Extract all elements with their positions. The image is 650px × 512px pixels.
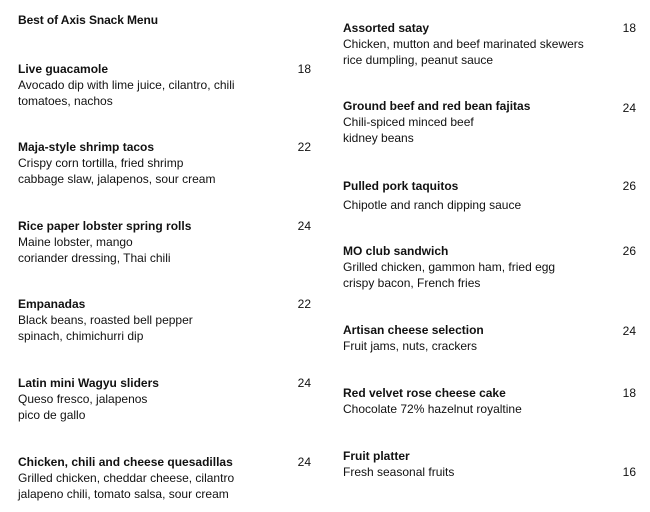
menu-item-desc: Fresh seasonal fruits: [343, 465, 455, 479]
menu-item-taquitos: [343, 178, 613, 213]
menu-item-name: Red velvet rose cheese cake: [343, 386, 506, 400]
menu-item-fajitas: [343, 98, 613, 146]
menu-item-desc: Avocado dip with lime juice, cilantro, chili: [18, 78, 235, 92]
menu-item-price: 18: [622, 21, 636, 35]
menu-item-name: Live guacamole: [18, 62, 109, 76]
menu-item-desc: Queso fresco, jalapenos: [18, 392, 148, 406]
menu-item-desc: Black beans, roasted bell pepper: [18, 313, 193, 327]
menu-item-desc: pico de gallo: [18, 408, 86, 422]
menu-item-live-guacamole: [18, 61, 288, 109]
menu-item-wagyu-sliders: [18, 375, 288, 423]
menu-item-lobster-spring-rolls: [18, 218, 288, 266]
menu-item-desc: cabbage slaw, jalapenos, sour cream: [18, 172, 216, 186]
menu-item-name: Fruit platter: [343, 449, 410, 463]
menu-item-desc: rice dumpling, peanut sauce: [343, 53, 494, 67]
menu-item-desc: tomatoes, nachos: [18, 94, 113, 108]
menu-item-quesadillas: [18, 454, 288, 502]
menu-item-name: Pulled pork taquitos: [343, 179, 459, 193]
menu-item-desc: Grilled chicken, cheddar cheese, cilantro: [18, 471, 235, 485]
menu-item-desc: coriander dressing, Thai chili: [18, 251, 171, 265]
menu-item-name: Latin mini Wagyu sliders: [18, 376, 159, 390]
menu-item-desc: jalapeno chili, tomato salsa, sour cream: [18, 487, 229, 501]
menu-item-assorted-satay: [343, 20, 613, 68]
menu-item-price: 22: [297, 140, 311, 154]
menu-item-desc: Grilled chicken, gammon ham, fried egg: [343, 260, 556, 274]
menu-item-shrimp-tacos: [18, 139, 288, 187]
menu-item-cheese-cake: [343, 385, 613, 417]
menu-item-name: Chicken, chili and cheese quesadillas: [18, 455, 233, 469]
menu-item-fruit-platter: [343, 448, 613, 480]
menu-item-empanadas: [18, 296, 288, 344]
menu-item-desc: kidney beans: [343, 131, 414, 145]
menu-item-price: 22: [297, 297, 311, 311]
menu-item-name: Assorted satay: [343, 21, 430, 35]
menu-item-name: Maja-style shrimp tacos: [18, 140, 155, 154]
menu-item-desc: Chipotle and ranch dipping sauce: [343, 198, 522, 212]
menu-title: Best of Axis Snack Menu: [18, 13, 158, 27]
menu-item-price: 24: [297, 455, 311, 469]
menu-item-desc: Crispy corn tortilla, fried shrimp: [18, 156, 184, 170]
menu-item-name: Rice paper lobster spring rolls: [18, 219, 192, 233]
menu-item-price: 16: [622, 465, 636, 479]
menu-item-name: Empanadas: [18, 297, 86, 311]
menu-item-price: 24: [297, 376, 311, 390]
menu-item-desc: Maine lobster, mango: [18, 235, 133, 249]
menu-item-price: 26: [622, 179, 636, 193]
menu-item-price: 24: [297, 219, 311, 233]
menu-item-club-sandwich: [343, 243, 613, 291]
menu-item-cheese-selection: [343, 322, 613, 354]
menu-item-price: 18: [297, 62, 311, 76]
menu-item-desc: Fruit jams, nuts, crackers: [343, 339, 478, 353]
menu-item-desc: Chili-spiced minced beef: [343, 115, 474, 129]
menu-item-price: 18: [622, 386, 636, 400]
menu-item-price: 24: [622, 101, 636, 115]
menu-item-desc: spinach, chimichurri dip: [18, 329, 144, 343]
menu-item-desc: Chicken, mutton and beef marinated skewers: [343, 37, 584, 51]
menu-item-price: 26: [622, 244, 636, 258]
menu-item-name: MO club sandwich: [343, 244, 449, 258]
menu-item-name: Ground beef and red bean fajitas: [343, 99, 531, 113]
menu-item-desc: Chocolate 72% hazelnut royaltine: [343, 402, 522, 416]
menu-item-price: 24: [622, 324, 636, 338]
menu-item-name: Artisan cheese selection: [343, 323, 484, 337]
menu-item-desc: crispy bacon, French fries: [343, 276, 481, 290]
